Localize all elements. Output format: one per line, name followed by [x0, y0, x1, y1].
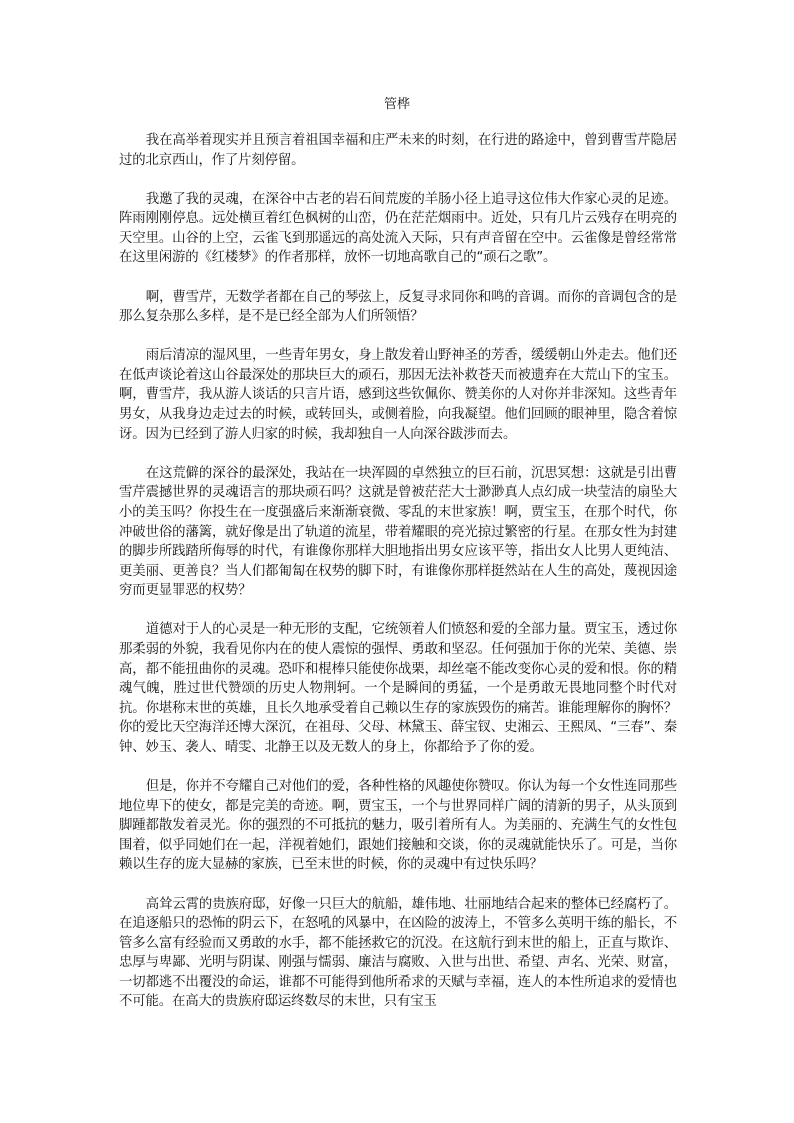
paragraph: 道德对于人的心灵是一种无形的支配，它统领着人们愤怒和爱的全部力量。贾宝玉，透过你那柔弱的外貌，我看见你内在的使人震惊的强悍、勇敢和坚忍。任何强加于你的光荣、美德、崇高，都不能扭曲你的灵魂。恐吓和棍棒只能使你战栗，却丝毫不能改变你心灵的爱和恨。你的精魂气魄，胜过世代赞颂的历史人物荆轲。一个是瞬间的勇猛，一个是勇敢无畏地同整个时代对抗。你堪称末世的英雄，且长久地承受着自己赖以生存的家族毁伤的痛苦。谁能理解你的胸怀？你的爱比天空海洋还博大深沉，在祖母、父母、林黛玉、薛宝钗、史湘云、王熙凤、“三春”、秦钟、妙玉、袭人、晴雯、北静王以及无数人的身上，你都给予了你的爱。 [119, 622, 677, 755]
paragraph: 但是，你并不夸耀自己对他们的爱，各种性格的风趣使你赞叹。你认为每一个女性连同那些地位卑下的使女，都是完美的奇迹。啊，贾宝玉，一个与世界同样广阔的清新的男子，从头顶到脚踵都散发着灵光。你的强烈的不可抵抗的魅力，吸引着所有人。为美丽的、充满生气的女性包围着，似乎同她们在一起，洋视着她们，跟她们接触和交谈，你的灵魂就能快乐了。可是，当你赖以生存的庞大显赫的家族，已至末世的时候，你的灵魂中有过快乐吗？ [119, 779, 677, 873]
paragraph: 雨后清凉的湿风里，一些青年男女，身上散发着山野神圣的芳香，缓缓朝山外走去。他们还在低声谈论着这山谷最深处的那块巨大的顽石，那因无法补救苍天而被遗弃在大荒山下的宝玉。啊，曹雪芹，我从游人谈话的只言片语，感到这些钦佩你、赞美你的人对你并非深知。这些青年男女，从我身边走过去的时候，或转回头，或侧着脸，向我凝望。他们回顾的眼神里，隐含着惊讶。因为已经到了游人归家的时候，我却独自一人向深谷跋涉而去。 [119, 348, 677, 442]
paragraph: 啊，曹雪芹，无数学者都在自己的琴弦上，反复寻求同你和鸣的音调。而你的音调包含的是那么复杂那么多样，是不是已经全部为人们所领悟？ [119, 289, 677, 325]
article-body [119, 131, 677, 1032]
paragraph: 我邀了我的灵魂，在深谷中古老的岩石间荒废的羊肠小径上追寻这位伟大作家心灵的足迹。阵雨刚刚停息。远处横亘着红色枫树的山峦，仍在茫茫烟雨中。近处，只有几片云残存在明亮的天空里。山谷的上空，云雀飞到那遥远的高处流入天际，只有声音留在空中。云雀像是曾经常常在这里闲游的《红楼梦》的作者那样，放怀一切地高歌自己的“顽石之歌”。 [119, 191, 677, 266]
page-title: 管桦 [383, 97, 410, 112]
paragraph: 我在高举着现实并且预言着祖国幸福和庄严未来的时刻，在行进的路途中，曾到曹雪芹隐居过的北京西山，作了片刻停留。 [119, 133, 677, 168]
paragraph: 高耸云霄的贵族府邸，好像一只巨大的航船，雄伟地、壮丽地结合起来的整体已经腐朽了。在追逐船只的恐怖的阴云下，在怒吼的风暴中，在凶险的波涛上，不管多么英明干练的船长，不管多么富有经验而又勇敢的水手，都不能拯救它的沉没。在这航行到末世的船上，正直与欺诈、忠厚与卑鄙、光明与阴谋、刚强与懦弱、廉洁与腐败、入世与出世、希望、声名、光荣、财富，一切都逃不出覆没的命运，谁都不可能得到他所希求的天赋与幸福，连人的本性所追求的爱情也不可能。在高大的贵族府邸运终数尽的末世，只有宝玉 [119, 896, 677, 1010]
paragraph: 在这荒僻的深谷的最深处，我站在一块浑圆的卓然独立的巨石前，沉思冥想：这就是引出曹雪芹震撼世界的灵魂语言的那块顽石吗？这就是曾被茫茫大士渺渺真人点幻成一块莹洁的扇坠大小的美玉吗？你投生在一度强盛后来渐渐衰微、零乱的末世家族！啊，贾宝玉，在那个时代，你冲破世俗的藩篱，就好像是出了轨道的流星，带着耀眼的亮光掠过繁密的行星。在那女性为封建的脚步所践踏所侮辱的时代，有谁像你那样大胆地指出男女应该平等，指出女人比男人更纯洁、更美丽、更善良？当人们都匍匐在权势的脚下时，有谁像你那样挺然站在人生的高处，蔑视因途穷而更显罪恶的权势？ [119, 465, 677, 599]
